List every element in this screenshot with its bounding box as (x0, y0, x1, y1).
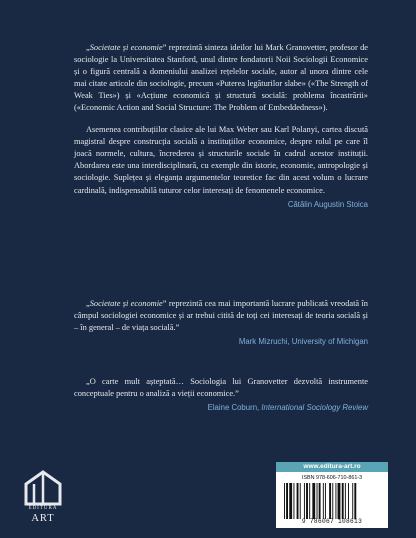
review-3-author (74, 403, 368, 412)
review-3 (74, 376, 368, 412)
review-1 (74, 42, 368, 209)
review-2 (74, 298, 368, 346)
review-2-body: reprezintă cea mai importantă lucrare publicată vreodată în câmpul sociologiei economice și ar trebui citită de toți cei interesați de teoria socială și – în general – de viața socială.” (74, 299, 368, 333)
review-1-text-1: reprezintă sinteza ideilor lui Mark Granovetter, profesor de sociologie la Universitatea Stanford, unul dintre fondatorii Noii Sociologii Economice și o figură centrală a domeniului analizei rețelelor sociale, autor al unora dintre cele mai citate articole din sociologie, precum «Puterea legăturilor slabe» («The Strength of Weak Ties») și «Acțiune economică și structură socială: problema încastrării» («Economic Action and Social Structure: The Problem of Embeddedness»). (74, 43, 368, 113)
review-2-author: Mark Mizruchi, University of Michigan (238, 337, 368, 347)
review-3-text: „O carte mult așteptată… Sociologia lui Granovetter dezvoltă instrumente conceptuale pentru o analiză a vieții economice.” (74, 377, 368, 399)
review-2-text: „Societate și economie” reprezintă cea mai importantă lucrare publicată vreodată în câmpul sociologiei economice și ar trebui citită de toți cei interesați de teoria socială și – în general – de viața socială.” (74, 299, 368, 333)
book-title-ref-2: Societate și economie (89, 299, 163, 308)
publisher-url: www.editura-art.ro (276, 462, 388, 472)
barcode-box (276, 472, 388, 528)
book-title-ref: Societate și economie (89, 43, 163, 52)
review-3-author-source: International Sociology Review (261, 403, 368, 413)
review-3-author-name: Elaine Coburn, (207, 403, 262, 413)
isbn-label: ISBN 978-606-710-861-3 (301, 475, 363, 481)
barcode-digits: 9 786067 108613 (301, 518, 363, 525)
review-1-paragraph-2: Asemenea contribuțiilor clasice ale lui Max Weber sau Karl Polanyi, cartea discută magistral despre construcția socială a instituțiilor economice, despre rolul pe care îl joacă normele, cultura, încrederea și structurile sociale în cadrul acestor instituții. Abordarea este una interdisciplinară, cu exemple din istorie, economie, antropologie și sociologie. Suplețea și eleganța argumentelor teoretice fac din acest volum o lucrare cardinală, indispensabilă tuturor celor interesați de fenomenele economice. (74, 125, 368, 195)
barcode-icon (284, 483, 380, 519)
publisher-brand: ART (31, 513, 55, 524)
review-1-paragraph-1: „Societate și economie” reprezintă sinteza ideilor lui Mark Granovetter, profesor de sociologie la Universitatea Stanford, unul dintre fondatorii Noii Sociologii Economice și o figură centrală a domeniului analizei rețelelor sociale, autor al unora dintre cele mai citate articole din sociologie, precum «Puterea legăturilor slabe» («The Strength of Weak Ties») și «Acțiune economică și structură socială: problema încastrării» («Economic Action and Social Structure: The Problem of Embeddedness»). (74, 43, 368, 113)
publisher-label: EDITURA (28, 506, 58, 511)
review-1-author: Cătălin Augustin Stoica (287, 199, 368, 209)
